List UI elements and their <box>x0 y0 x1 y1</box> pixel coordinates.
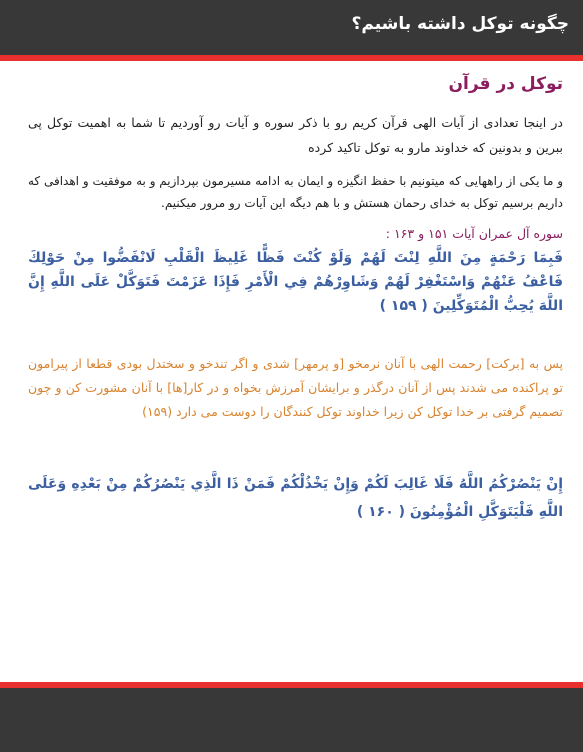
verse-translation: پس به [برکت] رحمت الهی با آنان نرمخو [و پرمهر] شدی و اگر تندخو و سختدل بودی قطعا از پیرامون تو پراکنده می شدند پس از آنان درگذر و برایشان آمرزش بخواه و در کار[ها] با آنان مشورت کن و چون تصمیم گرفتی بر خدا توکل کن زیرا خداوند توکل کنندگان را دوست می دارد (۱۵۹) <box>28 356 563 419</box>
intro-paragraph: در اینجا تعدادی از آیات الهی قرآن کریم رو با ذکر سوره و آیات رو آوردیم تا شما به اهمیت توکل پی ببرین و بدونین که خداوند مارو به توکل تاکید کرده <box>28 115 563 155</box>
quran-verse-1: فَبِمَا رَحْمَةٍ مِنَ اللَّهِ لِنْتَ لَهُمْ وَلَوْ كُنْتَ فَظًّا غَلِيظَ الْقَلْبِ لَانْفَضُّوا مِنْ حَوْلِكَ فَاعْفُ عَنْهُمْ وَاسْتَغْفِرْ لَهُمْ وَشَاوِرْهُمْ فِي الْأَمْرِ فَإِذَا عَزَمْتَ فَتَوَكَّلْ عَلَى اللَّهِ إِنَّ اللَّهَ يُحِبُّ الْمُتَوَكِّلِينَ ( ۱۵۹ ) <box>28 250 563 314</box>
quran-verse-2: إِنْ يَنْصُرْكُمُ اللَّهُ فَلَا غَالِبَ لَكُمْ وَإِنْ يَخْذُلْكُمْ فَمَنْ ذَا الَّذِي يَنْصُرُكُمْ مِنْ بَعْدِهِ وَعَلَى اللَّهِ فَلْيَتَوَكَّلِ الْمُؤْمِنُونَ ( ۱۶۰ ) <box>28 476 563 520</box>
sura-reference: سوره آل عمران آیات ۱۵۱ و ۱۶۳ : <box>385 226 563 241</box>
header-bar <box>0 0 583 55</box>
article-body <box>28 66 563 526</box>
footer-bar <box>0 688 583 752</box>
page-title: چگونه توکل داشته باشیم؟ <box>351 14 569 34</box>
header-accent-rule <box>0 55 583 61</box>
section-title: توکل در قرآن <box>448 74 563 94</box>
intro-paragraph-2: و ما یکی از راههایی که میتونیم با حفظ انگیزه و ایمان به ادامه مسیرمون بپردازیم و به موفقیت و اهدافی که داریم برسیم توکل به خدای رحمان هستش و با هم دیگه این آیات رو مرور میکنیم. <box>28 174 563 210</box>
